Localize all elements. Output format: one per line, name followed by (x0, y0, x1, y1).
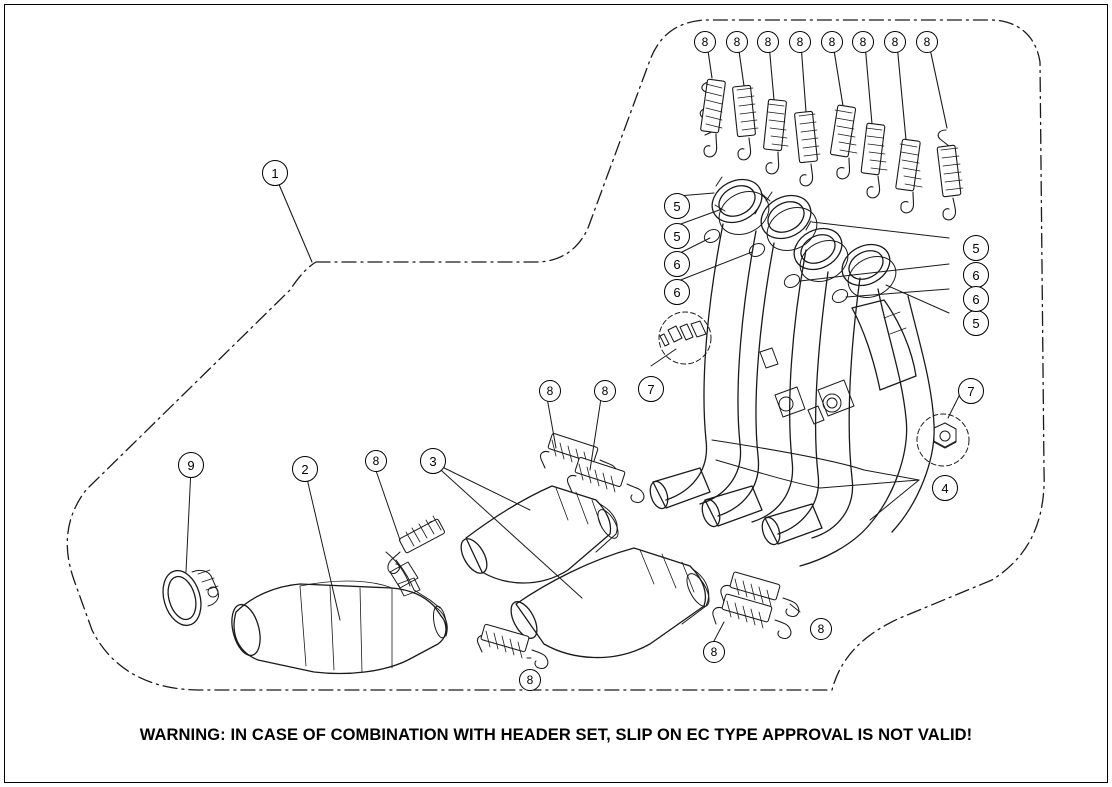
callout-label: 8 (796, 35, 804, 49)
callout-label: 3 (429, 453, 437, 469)
callout-7-b (958, 378, 984, 404)
callout-6-c (963, 262, 989, 288)
callout-label: 5 (972, 240, 980, 256)
callout-5-c (963, 235, 989, 261)
callout-label: 4 (941, 480, 949, 496)
callout-label: 5 (972, 315, 980, 331)
callout-6-d (963, 286, 989, 312)
callout-5-b (664, 223, 690, 249)
callout-label: 7 (647, 381, 655, 397)
callout-label: 5 (673, 228, 681, 244)
callout-label: 8 (733, 35, 741, 49)
warning-text: WARNING: IN CASE OF COMBINATION WITH HEADER SET, SLIP ON EC TYPE APPROVAL IS NOT VALID! (139, 726, 973, 744)
callout-8-mid-3 (365, 450, 387, 472)
callout-8-top-5 (821, 31, 843, 53)
callout-label: 8 (828, 35, 836, 49)
callout-label: 8 (526, 673, 534, 687)
callout-label: 9 (187, 457, 195, 473)
callout-8-top-8 (916, 31, 938, 53)
callout-8-top-6 (852, 31, 874, 53)
callout-label: 6 (673, 284, 681, 300)
callout-label: 8 (710, 645, 718, 659)
callout-8-bottom-3 (810, 618, 832, 640)
callout-label: 8 (891, 35, 899, 49)
callout-1 (262, 160, 288, 186)
callout-8-top-4 (789, 31, 811, 53)
callout-label: 8 (817, 622, 825, 636)
callout-label: 8 (859, 35, 867, 49)
callout-6-b (664, 279, 690, 305)
callout-label: 6 (673, 256, 681, 272)
callout-8-top-1 (694, 31, 716, 53)
callout-label: 8 (601, 384, 609, 398)
callout-label: 8 (546, 384, 554, 398)
callout-3 (420, 448, 446, 474)
callout-8-top-7 (884, 31, 906, 53)
callout-2 (292, 456, 318, 482)
callout-label: 8 (764, 35, 772, 49)
callout-4 (932, 475, 958, 501)
callout-label: 8 (701, 35, 709, 49)
callout-5-a (664, 193, 690, 219)
callout-7-a (638, 376, 664, 402)
callout-label: 8 (923, 35, 931, 49)
callout-label: 7 (967, 383, 975, 399)
callout-8-bottom-2 (703, 641, 725, 663)
callout-label: 6 (972, 267, 980, 283)
callout-6-a (664, 251, 690, 277)
callout-9 (178, 452, 204, 478)
callout-label: 6 (972, 291, 980, 307)
callout-8-mid-2 (594, 380, 616, 402)
callout-8-mid-1 (539, 380, 561, 402)
callout-label: 1 (271, 165, 279, 181)
callout-5-d (963, 310, 989, 336)
callout-8-bottom-1 (519, 669, 541, 691)
callout-8-top-2 (726, 31, 748, 53)
callout-label: 2 (301, 461, 309, 477)
callout-8-top-3 (757, 31, 779, 53)
callout-label: 5 (673, 198, 681, 214)
callout-label: 8 (372, 454, 380, 468)
